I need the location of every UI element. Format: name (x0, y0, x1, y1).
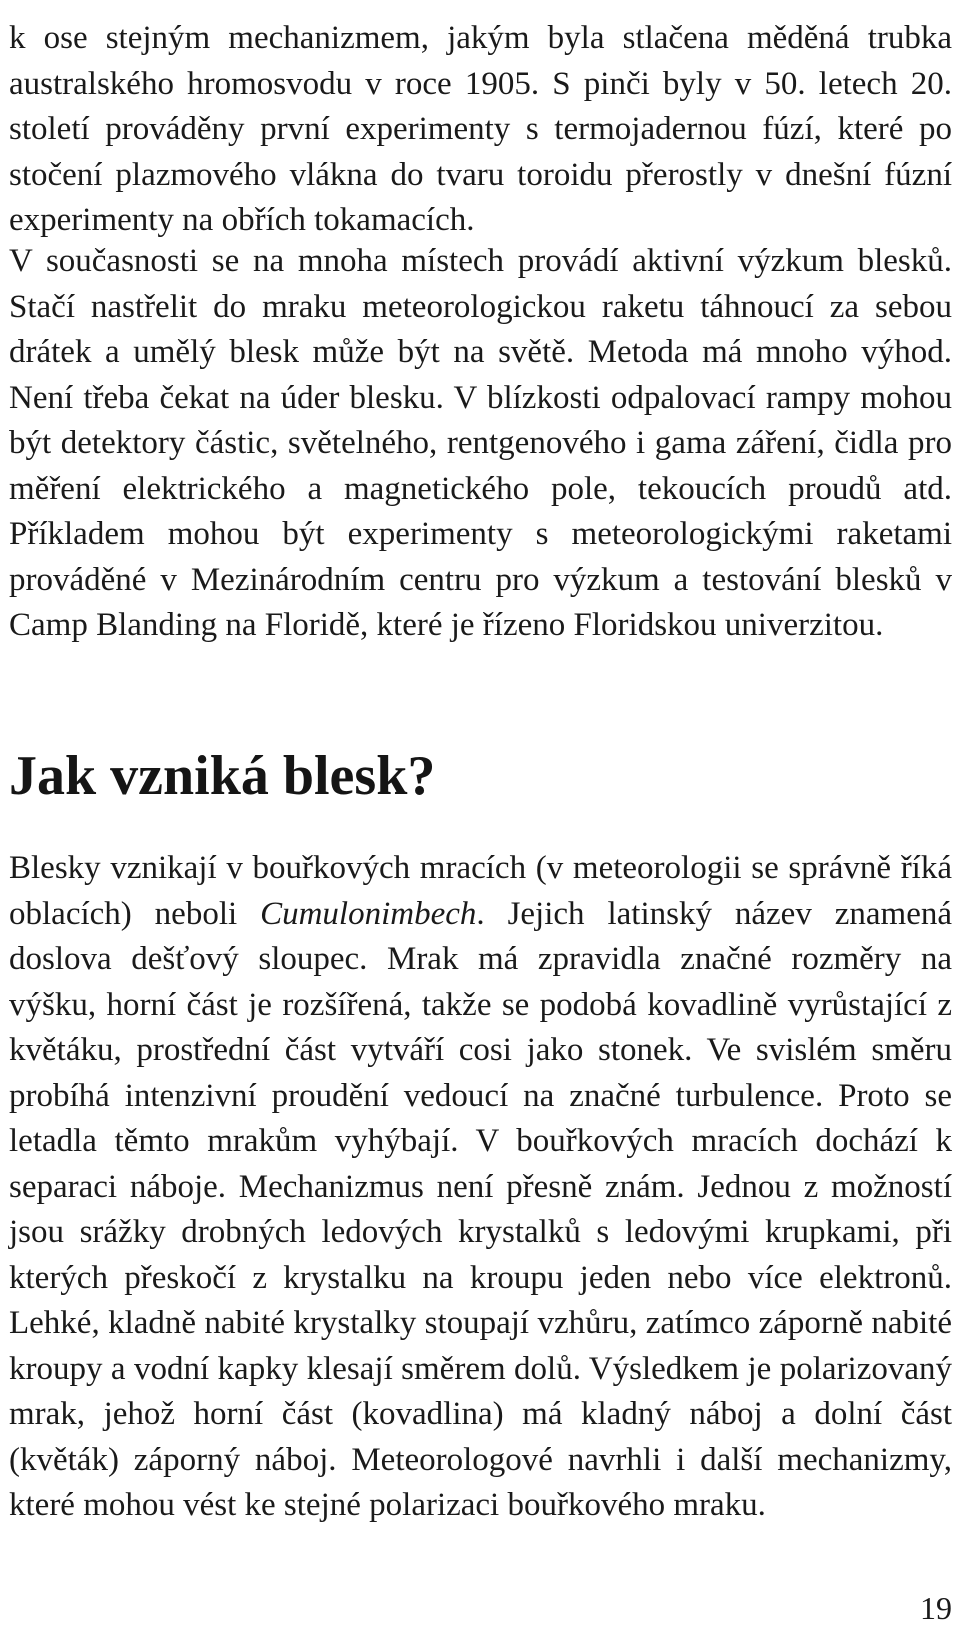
paragraph-lightning-origin (9, 846, 952, 1529)
page-number: 19 (920, 1590, 952, 1626)
italic-term: Cumulonimbech (260, 895, 477, 932)
paragraph-pinch: k ose stejným mechanizmem, jakým byla stlačena měděná trubka australského hromosvodu v roce 1905. S pinči byly v 50. letech 20. století prováděny první experimenty s termojadernou fúzí, které po stočení plazmového vlákna do tvaru toroidu přerostly v dnešní fúzní experimenty na obřích tokamacích. (9, 20, 952, 238)
paragraph-lightning-research: V současnosti se na mnoha místech provádí aktivní výzkum blesků. Stačí nastřelit do mraku meteorologickou raketu táhnoucí za sebou drátek a umělý blesk může být na světě. Metoda má mnoho výhod. Není třeba čekat na úder blesku. V blízkosti odpalovací rampy mohou být detektory částic, světelného, rentgenového i gama záření, čidla pro měření elektrického a magnetického pole, tekoucích proudů atd. Příkladem mohou být experimenty s meteorologickými raketami prováděné v Mezinárodním centru pro výzkum a testování blesků v Camp Blanding na Floridě, které je řízeno Floridskou univerzitou. (9, 243, 952, 643)
section-heading: Jak vzniká blesk? (9, 745, 436, 807)
paragraph-text-rest: . Jejich latinský název znamená doslova dešťový sloupec. Mrak má zpravidla značné rozměry na výšku, horní část je rozšířená, takže se podobá kovadlině vyrůstající z květáku, prostřední část vytváří cosi jako stonek. Ve svislém směru probíhá intenzivní proudění vedoucí na značné turbulence. Proto se letadla těmto mrakům vyhýbají. V bouřkových mracích dochází k separaci náboje. Mechanizmus není přesně znám. Jednou z možností jsou srážky drobných ledových krystalků s ledovými krupkami, při kterých přeskočí z krystalku na kroupu jeden nebo více elektronů. Lehké, kladně nabité krystalky stoupají vzhůru, zatímco záporně nabité kroupy a vodní kapky klesají směrem dolů. Výsledkem je polarizovaný mrak, jehož horní část (kovadlina) má kladný náboj a dolní část (květák) záporný náboj. Meteorologové navrhli i další mechanizmy, které mohou vést ke stejné polarizaci bouřkového mraku. (9, 895, 952, 1523)
paragraph-text-start: Blesky vznikají v bouřkových mracích (v meteorologii se správně říká oblacích) neboli (9, 850, 952, 932)
